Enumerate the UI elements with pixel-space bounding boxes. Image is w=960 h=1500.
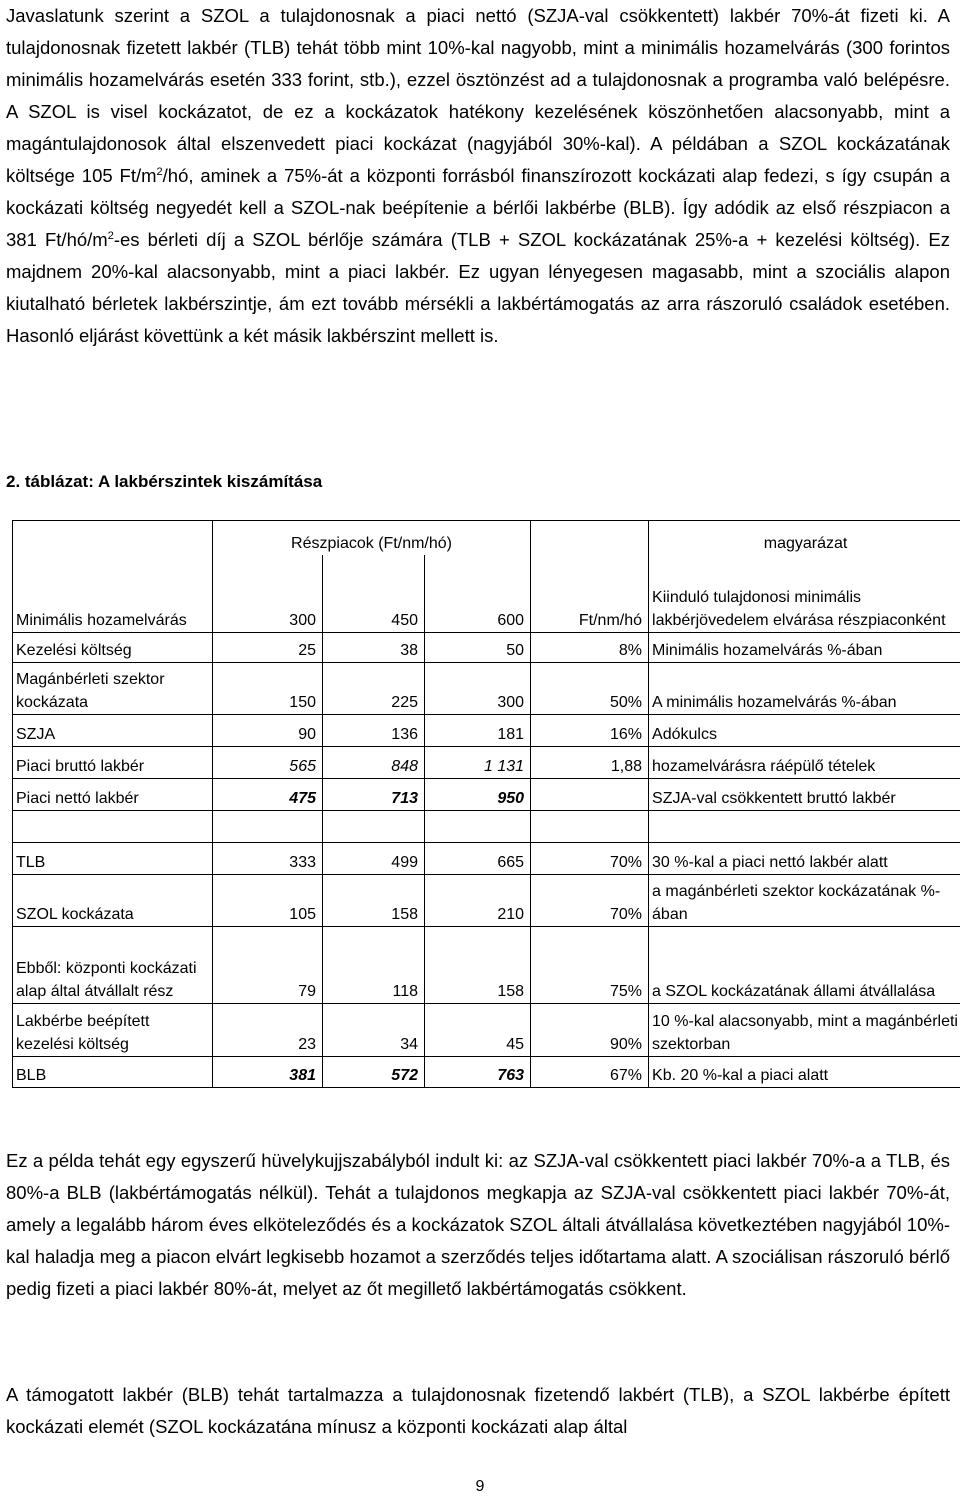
table-row-label: Magánbérleti szektor kockázata <box>13 663 213 715</box>
table-cell: 50% <box>531 663 649 715</box>
table-cell: 136 <box>323 715 425 747</box>
table-row-label: Piaci bruttó lakbér <box>13 747 213 779</box>
table-cell: 950 <box>425 779 531 811</box>
table-cell: 572 <box>323 1057 425 1088</box>
table-cell-explanation: a SZOL kockázatának állami átvállalása <box>649 927 960 1004</box>
table-cell-explanation: Minimális hozamelvárás %-ában <box>649 633 960 663</box>
table-cell: 50 <box>425 633 531 663</box>
table-cell-explanation: 30 %-kal a piaci nettó lakbér alatt <box>649 843 960 875</box>
table-cell: 499 <box>323 843 425 875</box>
table-row-label: Minimális hozamelvárás <box>13 555 213 633</box>
table-cell: 70% <box>531 875 649 927</box>
table-cell: 75% <box>531 927 649 1004</box>
table-cell: 45 <box>425 1004 531 1057</box>
table-cell: 34 <box>323 1004 425 1057</box>
table-caption: 2. táblázat: A lakbérszintek kiszámítása <box>6 472 323 491</box>
table-row-label: Lakbérbe beépített kezelési költség <box>13 1004 213 1057</box>
table-cell: 475 <box>213 779 323 811</box>
table-cell: 600 <box>425 555 531 633</box>
paragraph-1-text-c: -es bérleti díj a SZOL bérlője számára (TLB + SZOL kockázatának 25%-a + kezelési költség). Ez majdnem 20%-kal alacsonyabb, mint a piaci lakbér. Ez ugyan lényegesen magasabb, mint a szociális alapon kiutalható bérletek lakbérszintje, ám ezt tovább mérsékli a lakbértámogatás az arra rászoruló családok esetében. Hasonló eljárást követtünk a két másik lakbérszint mellett is. <box>6 229 950 346</box>
table-cell: 300 <box>213 555 323 633</box>
table-cell: 848 <box>323 747 425 779</box>
table-cell-explanation: Adókulcs <box>649 715 960 747</box>
table-cell: 79 <box>213 927 323 1004</box>
table-row-label: Kezelési költség <box>13 633 213 663</box>
table-cell: 25 <box>213 633 323 663</box>
table-cell: 300 <box>425 663 531 715</box>
table-cell: 713 <box>323 779 425 811</box>
table-row-label: Ebből: központi kockázati alap által átvállalt rész <box>13 927 213 1004</box>
table-row-label: TLB <box>13 843 213 875</box>
table-cell: 16% <box>531 715 649 747</box>
page-number: 9 <box>475 1478 485 1495</box>
table-cell-explanation: a magánbérleti szektor kockázatának %-ában <box>649 875 960 927</box>
table-row-label: BLB <box>13 1057 213 1088</box>
table-cell: 150 <box>213 663 323 715</box>
paragraph-1 <box>6 0 950 352</box>
header-subgroup: Részpiacok (Ft/nm/hó) <box>213 521 531 555</box>
table-cell: 158 <box>323 875 425 927</box>
table-cell-explanation: Kb. 20 %-kal a piaci alatt <box>649 1057 960 1088</box>
table-cell: 23 <box>213 1004 323 1057</box>
paragraph-3: A támogatott lakbér (BLB) tehát tartalmazza a tulajdonosnak fizetendő lakbért (TLB), a SZOL lakbérbe épített kockázati elemét (SZOL kockázatána mínusz a központi kockázati alap által <box>6 1384 950 1437</box>
paragraph-1-text-b: /hó, aminek a 75%-át a központi forrásból finanszírozott kockázati alap fedezi, s így csupán a kockázati költség negyedét kell a SZOL-nak beépítenie a bérlői lakbérbe (BLB). Így adódik az első részpiacon a 381 Ft/hó/m <box>6 165 951 250</box>
table-cell: 565 <box>213 747 323 779</box>
table-cell: 90 <box>213 715 323 747</box>
table-cell: 38 <box>323 633 425 663</box>
table-cell-explanation: Kiinduló tulajdonosi minimális lakbérjövedelem elvárása részpiaconként <box>649 555 960 633</box>
header-explanation: magyarázat <box>649 521 960 555</box>
table-cell: 118 <box>323 927 425 1004</box>
rent-levels-table <box>12 520 960 1088</box>
table-cell: 67% <box>531 1057 649 1088</box>
table-cell: 70% <box>531 843 649 875</box>
table-cell: 333 <box>213 843 323 875</box>
table-row-label: SZOL kockázata <box>13 875 213 927</box>
superscript: 2 <box>107 229 114 242</box>
table-cell: 450 <box>323 555 425 633</box>
table-cell <box>531 779 649 811</box>
table-cell: 763 <box>425 1057 531 1088</box>
table-cell: 381 <box>213 1057 323 1088</box>
header-blank <box>13 521 213 555</box>
table-cell-explanation: SZJA-val csökkentett bruttó lakbér <box>649 779 960 811</box>
table-cell: 210 <box>425 875 531 927</box>
table-cell: 181 <box>425 715 531 747</box>
table-cell-explanation: hozamelvárásra ráépülő tételek <box>649 747 960 779</box>
table-cell: 225 <box>323 663 425 715</box>
table-row-label: Piaci nettó lakbér <box>13 779 213 811</box>
superscript: 2 <box>156 165 163 178</box>
paragraph-2: Ez a példa tehát egy egyszerű hüvelykujjszabályból indult ki: az SZJA-val csökkentett piaci lakbér 70%-a a TLB, és 80%-a BLB (lakbértámogatás nélkül). Tehát a tulajdonos megkapja az SZJA-val csökkentett piaci lakbér 70%-át, amely a legalább három éves elköteleződés és a kockázatok SZOL általi átvállalása következtében nagyjából 10%-kal haladja meg a piacon elvárt legkisebb hozamot a szerződés teljes időtartama alatt. A szociálisan rászoruló bérlő pedig fizeti a piaci lakbér 80%-át, melyet az őt megillető lakbértámogatás csökkent. <box>6 1150 951 1299</box>
table-row-label: SZJA <box>13 715 213 747</box>
table-cell-explanation: A minimális hozamelvárás %-ában <box>649 663 960 715</box>
table-cell-explanation: 10 %-kal alacsonyabb, mint a magánbérleti szektorban <box>649 1004 960 1057</box>
table-cell: 1 131 <box>425 747 531 779</box>
table-cell: 90% <box>531 1004 649 1057</box>
spacer-cell <box>13 811 213 843</box>
table-cell: 8% <box>531 633 649 663</box>
table-cell: 1,88 <box>531 747 649 779</box>
table-cell: Ft/nm/hó <box>531 555 649 633</box>
table-cell: 158 <box>425 927 531 1004</box>
table-cell: 665 <box>425 843 531 875</box>
table-cell: 105 <box>213 875 323 927</box>
paragraph-1-text-a: Javaslatunk szerint a SZOL a tulajdonosnak a piaci nettó (SZJA-val csökkentett) lakbér 70%-át fizeti ki. A tulajdonosnak fizetett lakbér (TLB) tehát több mint 10%-kal nagyobb, mint a minimális hozamelvárás (300 forintos minimális hozamelvárás esetén 333 forint, stb.), ezzel ösztönzést ad a tulajdonosnak a programba való belépésre. A SZOL is visel kockázatot, de ez a kockázatok hatékony kezelésének köszönhetően alacsonyabb, mint a magántulajdonosok által elszenvedett piaci kockázat (nagyjából 30%-kal). A példában a SZOL kockázatának költsége 105 Ft/m <box>6 5 950 186</box>
